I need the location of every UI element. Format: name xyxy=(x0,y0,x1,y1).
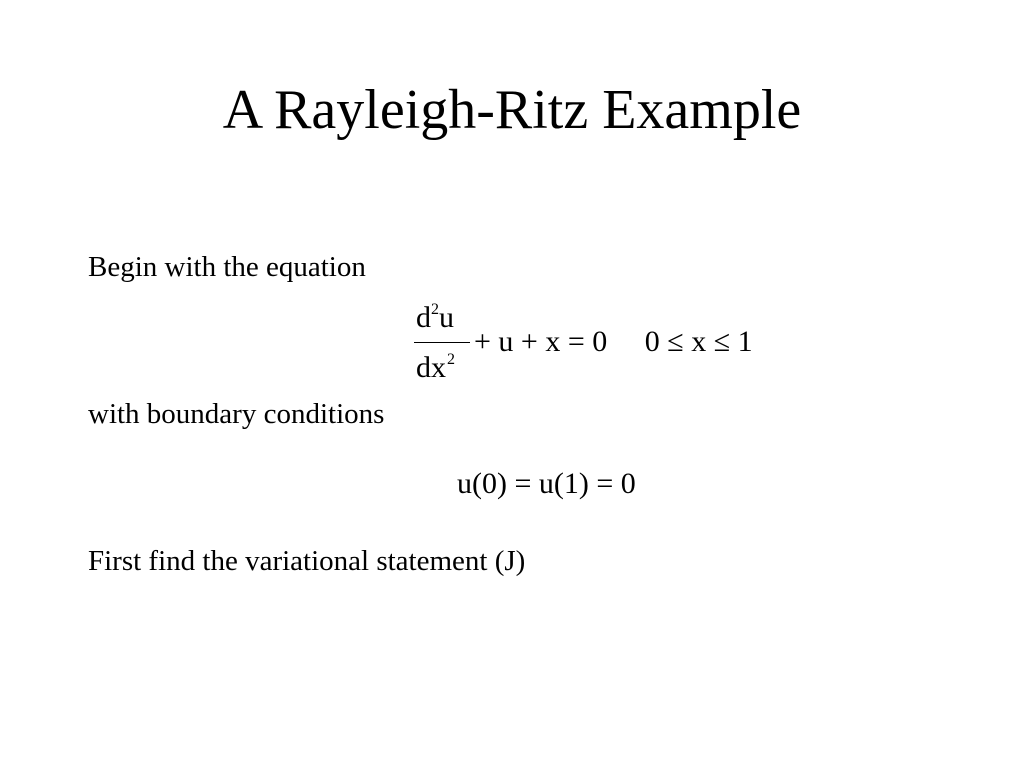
denominator-exponent: 2 xyxy=(447,351,455,368)
boundary-conditions-equation: u(0) = u(1) = 0 xyxy=(457,467,636,500)
boundary-text: with boundary conditions xyxy=(88,398,385,430)
intro-text: Begin with the equation xyxy=(88,251,366,283)
fraction-denominator xyxy=(416,350,455,386)
equation-remainder: + u + x = 0 0 ≤ x ≤ 1 xyxy=(474,325,753,358)
slide-title: A Rayleigh-Ritz Example xyxy=(222,79,802,141)
fraction-numerator xyxy=(416,300,454,336)
denominator-dx: dx xyxy=(416,351,446,384)
closing-text: First find the variational statement (J) xyxy=(88,545,526,577)
numerator-exponent: 2 xyxy=(431,301,439,318)
fraction-bar xyxy=(414,342,470,343)
numerator-d: d xyxy=(416,301,431,334)
numerator-u: u xyxy=(439,301,454,334)
second-derivative-fraction xyxy=(412,300,474,390)
